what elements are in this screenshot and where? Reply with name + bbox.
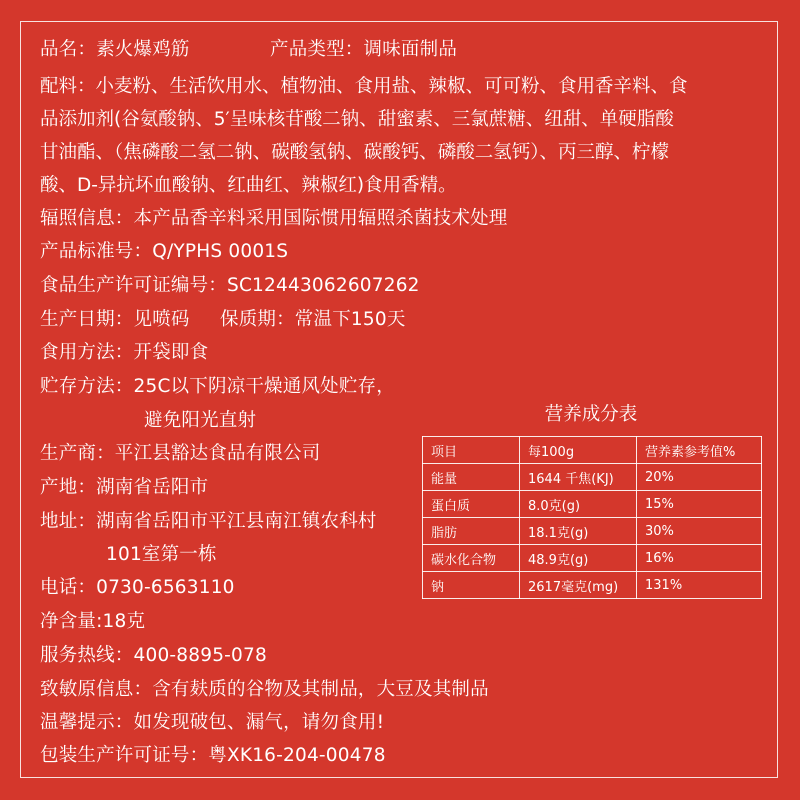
nutrition-title: 营养成分表 (544, 404, 638, 425)
storage-method-cont: 避免阳光直射 (144, 410, 257, 431)
nutrient-nrv: 131% (637, 572, 762, 599)
nutrient-nrv: 15% (637, 491, 762, 518)
production-license: 食品生产许可证编号：SC12443062607262 (40, 275, 420, 296)
address: 地址：湖南省岳阳市平江县南江镇农科村 (40, 511, 377, 532)
product-name-label: 品名： (40, 39, 97, 60)
nutrition-header-row (423, 437, 762, 464)
product-type-value: 调味面制品 (363, 39, 458, 60)
warning-tip: 温馨提示：如发现破包、漏气，请勿食用! (40, 712, 385, 733)
net-content: 净含量:18克 (40, 611, 146, 632)
table-row (423, 545, 762, 572)
ingredients-line: 酸、D-异抗坏血酸钠、红曲红、辣椒红)食用香精。 (40, 175, 457, 196)
address-cont: 101室第一栋 (106, 544, 217, 565)
product-standard: 产品标准号：Q/YPHS 0001S (40, 241, 289, 262)
nutrient-amount: 8.0克(g) (520, 491, 637, 518)
nutrient-name: 能量 (423, 464, 520, 491)
product-name-line (40, 37, 190, 63)
header-item: 项目 (423, 437, 520, 464)
ingredients-line: 品添加剂(谷氨酸钠、5′呈味核苷酸二钠、甜蜜素、三氯蔗糖、纽甜、单硬脂酸 (40, 109, 674, 130)
nutrient-nrv: 30% (637, 518, 762, 545)
ingredients-line: 配料：小麦粉、生活饮用水、植物油、食用盐、辣椒、可可粉、食用香辛料、食 (40, 76, 688, 97)
nutrient-name: 碳水化合物 (423, 545, 520, 572)
nutrient-amount: 2617毫克(mg) (520, 572, 637, 599)
product-name-value: 素火爆鸡筋 (96, 39, 190, 60)
header-nrv: 营养素参考值% (637, 437, 762, 464)
ingredients-block (40, 70, 752, 202)
nutrient-nrv: 20% (637, 464, 762, 491)
nutrient-name: 脂肪 (423, 518, 520, 545)
storage-method: 贮存方法：25C以下阴凉干燥通风处贮存， (40, 376, 395, 397)
nutrient-amount: 18.1克(g) (520, 518, 637, 545)
ingredients-line: 甘油酯、（焦磷酸二氢二钠、碳酸氢钠、碳酸钙、磷酸二氢钙）、丙三醇、柠檬 (40, 142, 670, 163)
usage-method: 食用方法：开袋即食 (40, 342, 209, 363)
table-row (423, 491, 762, 518)
allergen-info: 致敏原信息：含有麸质的谷物及其制品，大豆及其制品 (40, 679, 489, 700)
nutrient-amount: 1644 千焦(KJ) (520, 464, 637, 491)
product-type-label: 产品类型： (270, 39, 364, 60)
packaging-license: 包装生产许可证号：粤XK16-204-00478 (40, 745, 386, 766)
nutrient-name: 钠 (423, 572, 520, 599)
origin: 产地：湖南省岳阳市 (40, 477, 209, 498)
manufacturer: 生产商：平江县豁达食品有限公司 (40, 443, 321, 464)
table-row (423, 572, 762, 599)
nutrient-name: 蛋白质 (423, 491, 520, 518)
phone: 电话：0730-6563110 (40, 577, 235, 598)
nutrition-table (422, 436, 762, 599)
irradiation-info: 辐照信息：本产品香辛料采用国际惯用辐照杀菌技术处理 (40, 208, 508, 229)
header-per-100g: 每100g (520, 437, 637, 464)
product-type-line (270, 37, 457, 63)
production-date-shelf-life: 生产日期：见喷码 保质期：常温下150天 (40, 309, 406, 330)
table-row (423, 464, 762, 491)
table-row (423, 518, 762, 545)
nutrient-amount: 48.9克(g) (520, 545, 637, 572)
service-hotline: 服务热线：400-8895-078 (40, 645, 267, 666)
nutrient-nrv: 16% (637, 545, 762, 572)
